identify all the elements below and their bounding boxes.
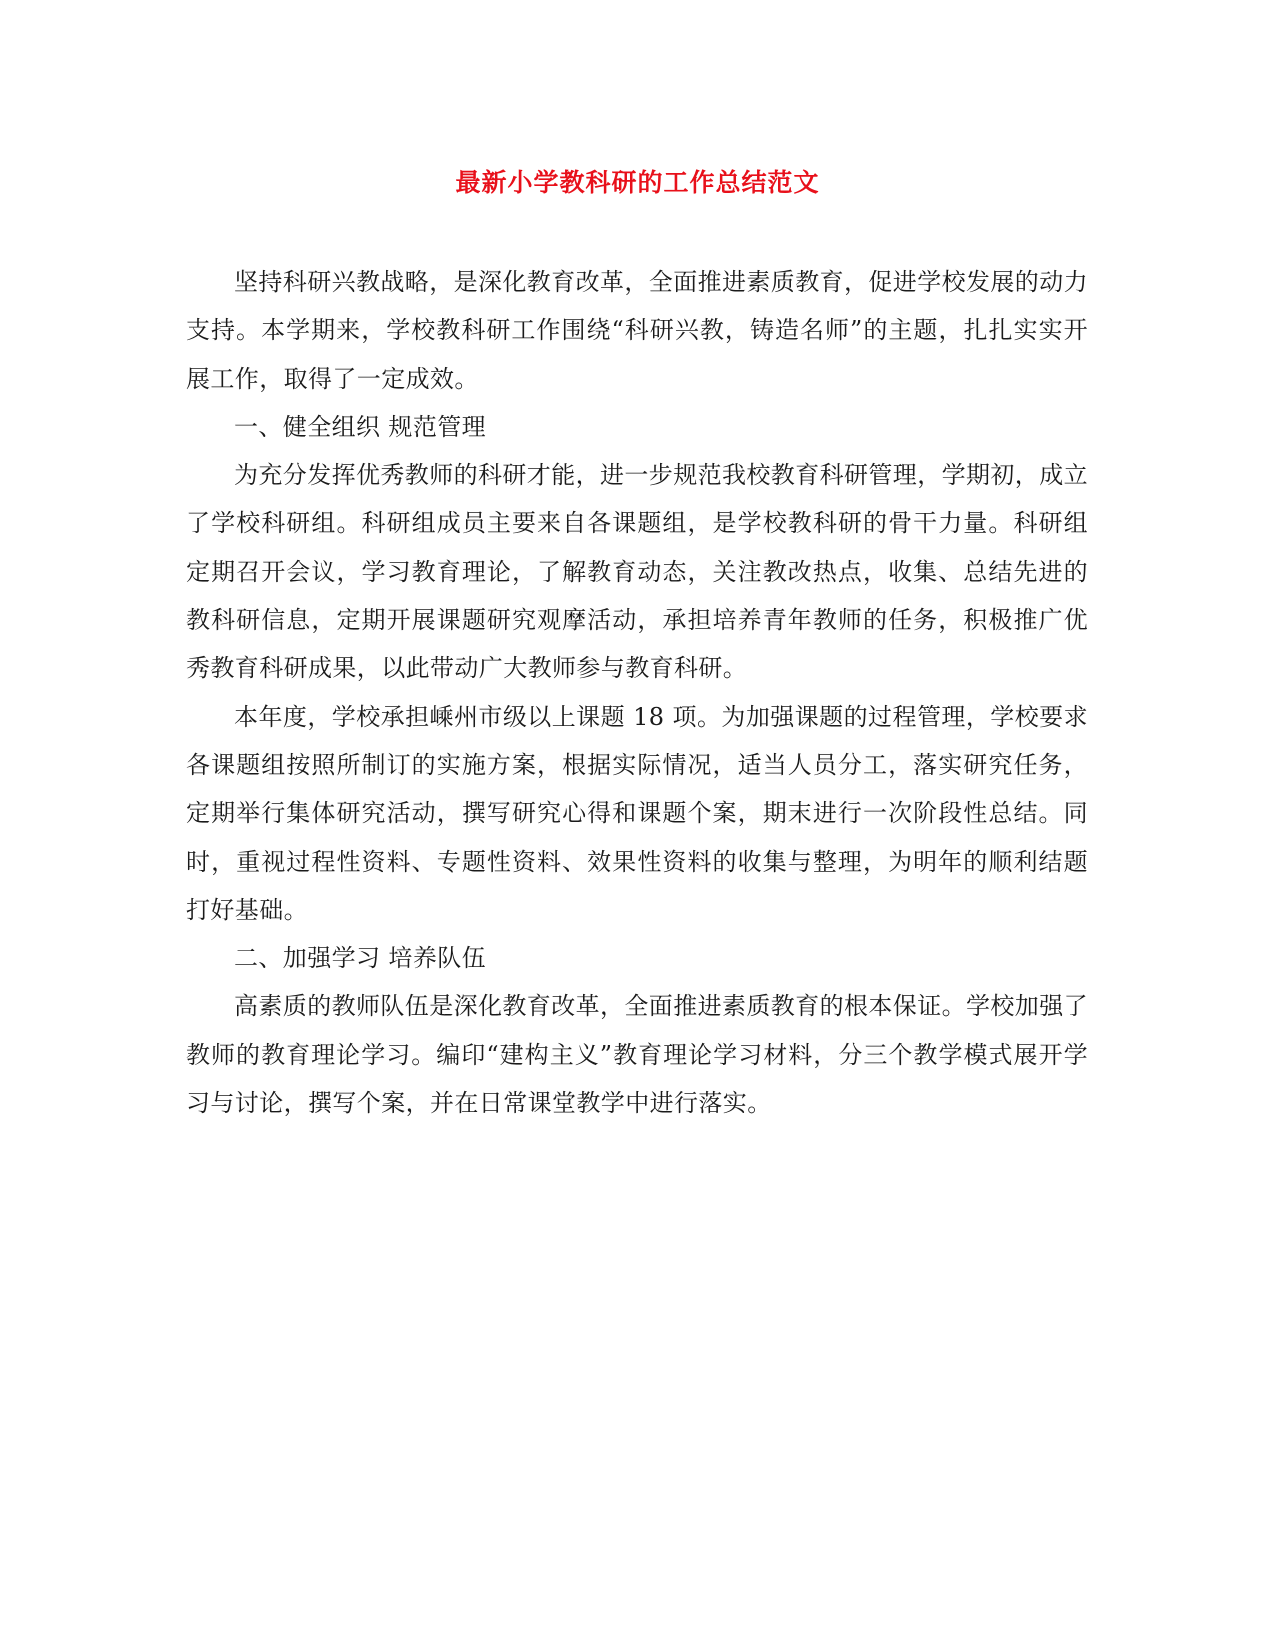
document-body bbox=[186, 258, 1088, 1127]
paragraph-intro: 坚持科研兴教战略，是深化教育改革，全面推进素质教育，促进学校发展的动力支持。本学期来，学校教科研工作围绕“科研兴教，铸造名师”的主题，扎扎实实开展工作，取得了一定成效。 bbox=[186, 268, 1088, 393]
section-heading-training: 二、加强学习 培养队伍 bbox=[234, 944, 487, 973]
document-title: 最新小学教科研的工作总结范文 bbox=[455, 168, 820, 197]
paragraph-research-group: 为充分发挥优秀教师的科研才能，进一步规范我校教育科研管理，学期初，成立了学校科研组。科研组成员主要来自各课题组，是学校教科研的骨干力量。科研组定期召开会议，学习教育理论，了解教育动态，关注教改热点，收集、总结先进的教科研信息，定期开展课题研究观摩活动，承担培养青年教师的任务，积极推广优秀教育科研成果，以此带动广大教师参与教育科研。 bbox=[186, 461, 1088, 683]
section-heading-organization: 一、健全组织 规范管理 bbox=[234, 412, 487, 441]
paragraph-research-projects: 本年度，学校承担嵊州市级以上课题 18 项。为加强课题的过程管理，学校要求各课题组按照所制订的实施方案，根据实际情况，适当人员分工，落实研究任务，定期举行集体研究活动，撰写研究心得和课题个案，期末进行一次阶段性总结。同时，重视过程性资料、专题性资料、效果性资料的收集与整理，为明年的顺利结题打好基础。 bbox=[186, 702, 1088, 924]
paragraph-teacher-study: 高素质的教师队伍是深化教育改革，全面推进素质教育的根本保证。学校加强了教师的教育理论学习。编印“建构主义”教育理论学习材料，分三个教学模式展开学习与讨论，撰写个案，并在日常课堂教学中进行落实。 bbox=[186, 992, 1088, 1118]
